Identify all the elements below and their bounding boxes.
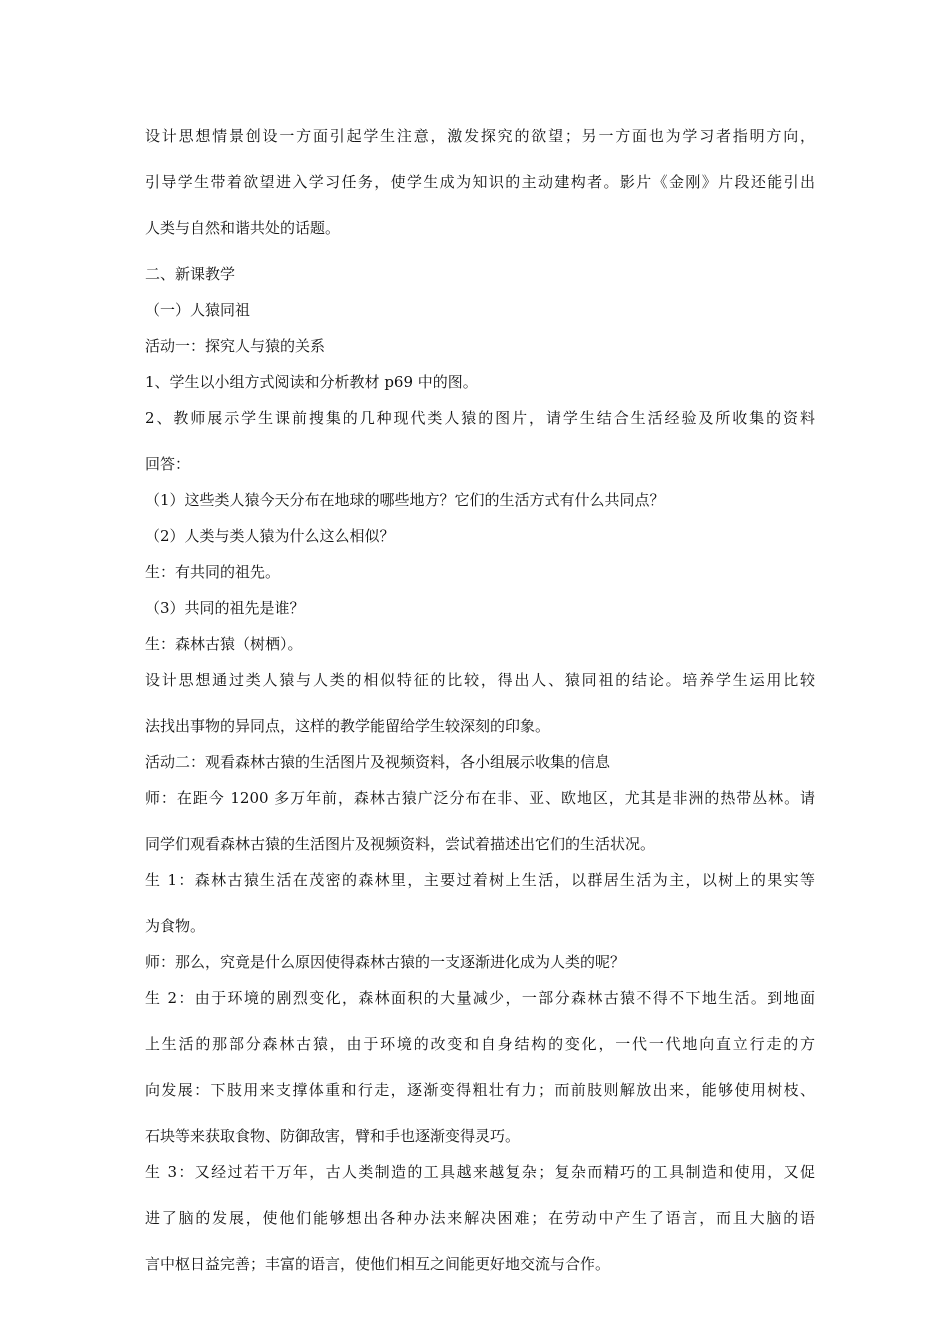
teacher-line: 师：在距今 1200 多万年前，森林古猿广泛分布在非、亚、欧地区，尤其是非洲的热带丛林。请 [145, 789, 815, 807]
question-item: （3）共同的祖先是谁？ [145, 599, 305, 617]
paragraph-line: 设计思想情景创设一方面引起学生注意，激发探究的欲望；另一方面也为学习者指明方向， [145, 127, 815, 145]
activity-heading: 活动二：观看森林古猿的生活图片及视频资料，各小组展示收集的信息 [145, 753, 611, 771]
teacher-line: 同学们观看森林古猿的生活图片及视频资料，尝试着描述出它们的生活状况。 [145, 835, 656, 853]
question-item: （2）人类与类人猿为什么这么相似？ [145, 527, 395, 545]
paragraph-line: 人类与自然和谐共处的话题。 [145, 219, 341, 237]
student-line: 生 3：又经过若干万年，古人类制造的工具越来越复杂；复杂而精巧的工具制造和使用，又促 [145, 1163, 815, 1181]
question-item: （1）这些类人猿今天分布在地球的哪些地方？它们的生活方式有什么共同点？ [145, 491, 665, 509]
student-answer: 生：森林古猿（树栖）。 [145, 635, 303, 653]
list-item: 2、教师展示学生课前搜集的几种现代类人猿的图片，请学生结合生活经验及所收集的资料 [145, 409, 815, 427]
student-line: 言中枢日益完善；丰富的语言，使他们相互之间能更好地交流与合作。 [145, 1255, 611, 1273]
paragraph-line: 法找出事物的异同点，这样的教学能留给学生较深刻的印象。 [145, 717, 551, 735]
student-line: 上生活的那部分森林古猿，由于环境的改变和自身结构的变化，一代一代地向直立行走的方 [145, 1035, 815, 1053]
subsection-heading: （一）人猿同祖 [145, 301, 251, 319]
student-line: 生 2：由于环境的剧烈变化，森林面积的大量减少，一部分森林古猿不得不下地生活。到地面 [145, 989, 815, 1007]
paragraph-line: 设计思想通过类人猿与人类的相似特征的比较，得出人、猿同祖的结论。培养学生运用比较 [145, 671, 815, 689]
student-line: 生 1：森林古猿生活在茂密的森林里，主要过着树上生活，以群居生活为主，以树上的果实等 [145, 871, 815, 889]
teacher-line: 师：那么，究竟是什么原因使得森林古猿的一支逐渐进化成为人类的呢？ [145, 953, 626, 971]
student-line: 石块等来获取食物、防御敌害，臂和手也逐渐变得灵巧。 [145, 1127, 521, 1145]
student-line: 进了脑的发展，使他们能够想出各种办法来解决困难；在劳动中产生了语言，而且大脑的语 [145, 1209, 815, 1227]
document-body [145, 126, 815, 1290]
student-line: 为食物。 [145, 917, 206, 935]
activity-heading: 活动一：探究人与猿的关系 [145, 337, 326, 355]
list-item: 1、学生以小组方式阅读和分析教材 p69 中的图。 [145, 373, 478, 391]
list-item-continuation: 回答： [145, 455, 191, 473]
student-line: 向发展：下肢用来支撑体重和行走，逐渐变得粗壮有力；而前肢则解放出来，能够使用树枝、 [145, 1081, 815, 1099]
paragraph-line: 引导学生带着欲望进入学习任务，使学生成为知识的主动建构者。影片《金刚》片段还能引出 [145, 173, 815, 191]
section-heading: 二、新课教学 [145, 265, 236, 283]
student-answer: 生：有共同的祖先。 [145, 563, 281, 581]
